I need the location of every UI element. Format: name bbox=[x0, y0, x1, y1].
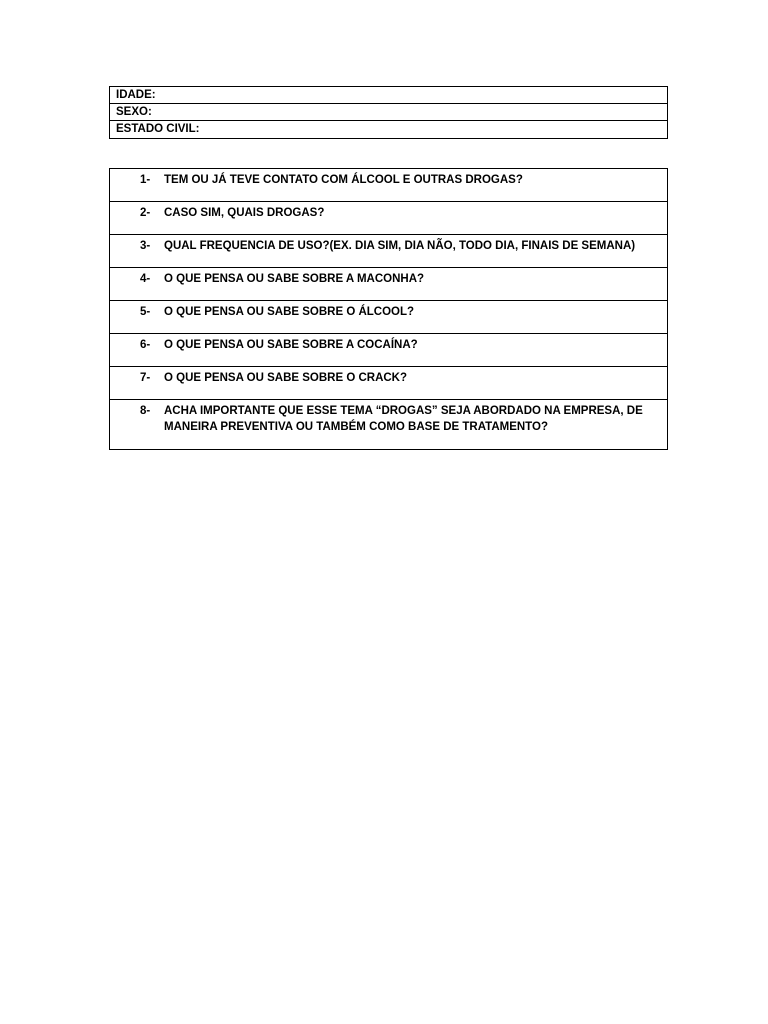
question-number: 6- bbox=[140, 339, 151, 351]
question-number: 7- bbox=[140, 372, 151, 384]
question-number: 1- bbox=[140, 174, 151, 186]
question-text: O QUE PENSA OU SABE SOBRE O ÁLCOOL? bbox=[164, 306, 415, 318]
question-row-7 bbox=[110, 367, 667, 400]
question-row-4 bbox=[110, 268, 667, 301]
question-number: 4- bbox=[140, 273, 151, 285]
question-text: ACHA IMPORTANTE QUE ESSE TEMA “DROGAS” SEJA ABORDADO NA EMPRESA, DE MANEIRA PREVENTIVA OU TAMBÉM COMO BASE DE TRATAMENTO? bbox=[164, 405, 643, 433]
info-field-idade bbox=[110, 87, 667, 104]
question-number: 3- bbox=[140, 240, 151, 252]
question-row-3 bbox=[110, 235, 667, 268]
question-text: CASO SIM, QUAIS DROGAS? bbox=[164, 207, 325, 219]
question-row-2 bbox=[110, 202, 667, 235]
question-number: 8- bbox=[140, 405, 151, 417]
question-text: QUAL FREQUENCIA DE USO?(EX. DIA SIM, DIA NÃO, TODO DIA, FINAIS DE SEMANA) bbox=[164, 240, 636, 252]
question-text: TEM OU JÁ TEVE CONTATO COM ÁLCOOL E OUTRAS DROGAS? bbox=[164, 174, 523, 186]
question-number: 2- bbox=[140, 207, 151, 219]
question-row-5 bbox=[110, 301, 667, 334]
question-text: O QUE PENSA OU SABE SOBRE A COCAÍNA? bbox=[164, 339, 418, 351]
info-field-label: ESTADO CIVIL: bbox=[116, 123, 200, 135]
info-field-label: IDADE: bbox=[116, 89, 156, 101]
info-field-sexo bbox=[110, 104, 667, 121]
question-row-1 bbox=[110, 169, 667, 202]
question-row-6 bbox=[110, 334, 667, 367]
question-number: 5- bbox=[140, 306, 151, 318]
info-field-estado-civil bbox=[110, 121, 667, 138]
personal-info-table bbox=[109, 86, 668, 139]
question-row-8 bbox=[110, 400, 667, 449]
info-field-label: SEXO: bbox=[116, 106, 152, 118]
questionnaire-table bbox=[109, 168, 668, 450]
question-text: O QUE PENSA OU SABE SOBRE A MACONHA? bbox=[164, 273, 425, 285]
question-text: O QUE PENSA OU SABE SOBRE O CRACK? bbox=[164, 372, 408, 384]
